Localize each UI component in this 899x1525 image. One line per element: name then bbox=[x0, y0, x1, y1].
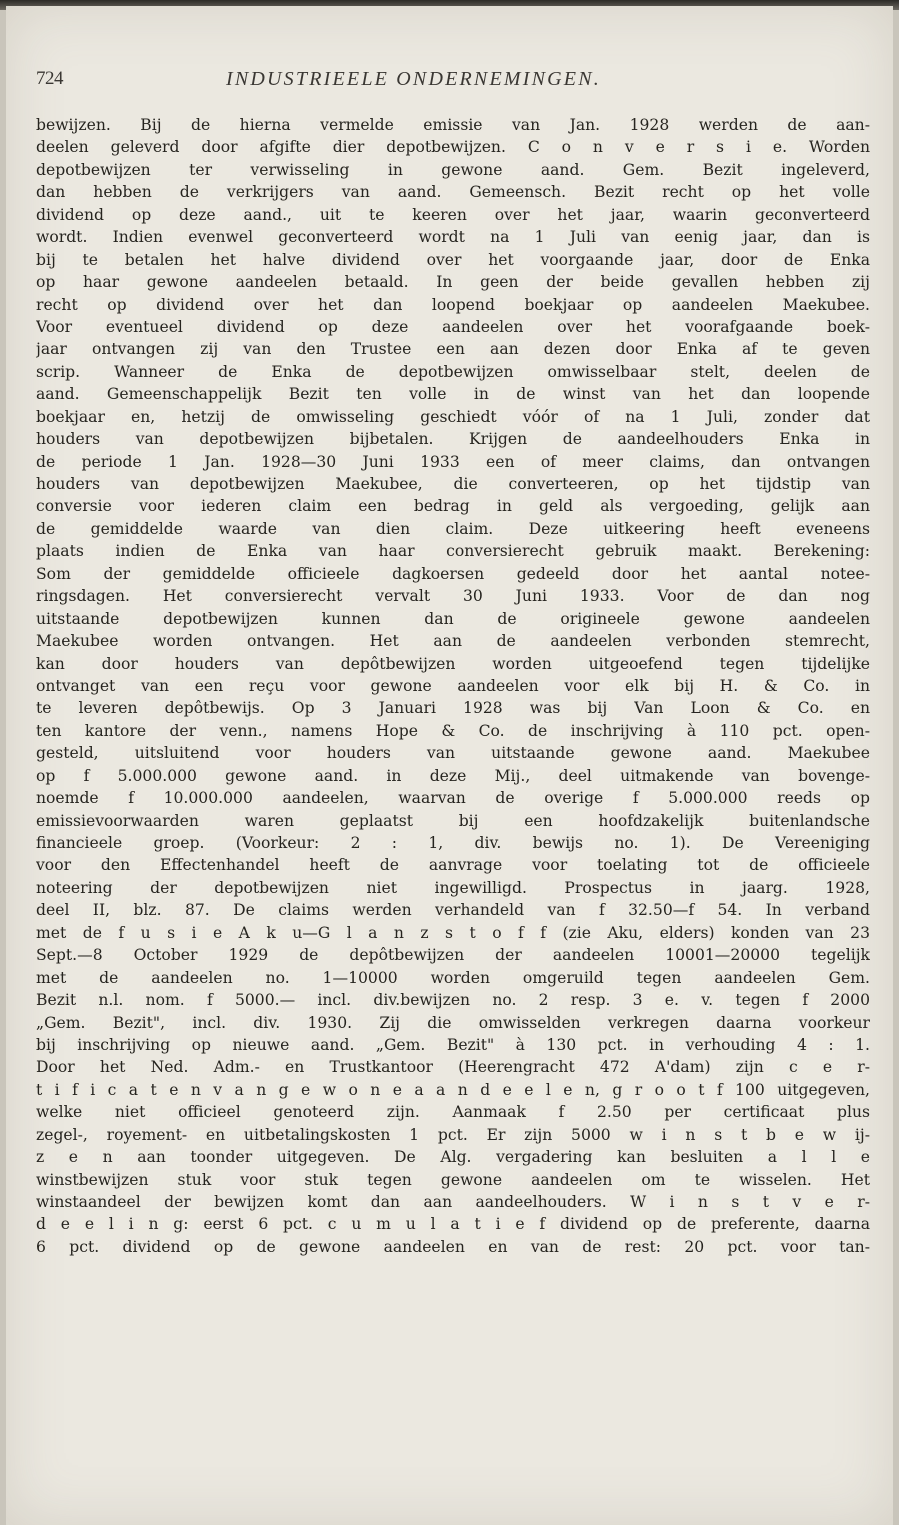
text-line: winstaandeel der bewijzen komt dan aan aandeelhouders. W i n s t v e r- bbox=[36, 1193, 870, 1211]
text-line: Voor eventueel dividend op deze aandeelen over het voorafgaande boek- bbox=[36, 317, 870, 336]
text-line: zegel-, royement- en uitbetalingskosten 1 pct. Er zijn 5000 w i n s t b e w ij- bbox=[36, 1125, 870, 1144]
text-line: gesteld, uitsluitend voor houders van uitstaande gewone aand. Maekubee bbox=[36, 744, 870, 763]
text-line: noemde f 10.000.000 aandeelen, waarvan de overige f 5.000.000 reeds op bbox=[36, 789, 870, 808]
text-line: ontvanget van een reçu voor gewone aandeelen voor elk bij H. & Co. in bbox=[36, 676, 870, 695]
text-line: ringsdagen. Het conversierecht vervalt 30 Juni 1933. Voor de dan nog bbox=[36, 587, 870, 606]
text-line: Bezit n.l. nom. f 5000.— incl. div.bewijzen no. 2 resp. 3 e. v. tegen f 2000 bbox=[36, 991, 870, 1010]
body-text bbox=[36, 114, 870, 1258]
text-line: Maekubee worden ontvangen. Het aan de aandeelen verbonden stemrecht, bbox=[36, 632, 870, 651]
text-line: conversie voor iederen claim een bedrag in geld als vergoeding, gelijk aan bbox=[36, 497, 870, 516]
text-line: ten kantore der venn., namens Hope & Co. de inschrijving à 110 pct. open- bbox=[36, 721, 870, 740]
text-line: op haar gewone aandeelen betaald. In geen der beide gevallen hebben zij bbox=[36, 273, 870, 292]
text-line: met de f u s i e A k u—G l a n z s t o f f (zie Aku, elders) konden van 23 bbox=[36, 923, 870, 942]
text-line: welke niet officieel genoteerd zijn. Aanmaak f 2.50 per certificaat plus bbox=[36, 1103, 870, 1122]
text-line: depotbewijzen ter verwisseling in gewone aand. Gem. Bezit ingeleverd, bbox=[36, 160, 870, 179]
text-line: 6 pct. dividend op de gewone aandeelen en van de rest: 20 pct. voor tan- bbox=[36, 1237, 870, 1256]
text-line: houders van depotbewijzen bijbetalen. Krijgen de aandeelhouders Enka in bbox=[36, 430, 870, 449]
text-line: „Gem. Bezit", incl. div. 1930. Zij die omwisselden verkregen daarna voorkeur bbox=[36, 1013, 870, 1032]
text-line: op f 5.000.000 gewone aand. in deze Mij., deel uitmakende van bovenge- bbox=[36, 766, 870, 785]
text-line: Door het Ned. Adm.- en Trustkantoor (Heerengracht 472 A'dam) zijn c e r- bbox=[36, 1058, 870, 1077]
text-line: d e e l i n g: eerst 6 pct. c u m u l a t i e f dividend op de preferente, daarna bbox=[36, 1215, 870, 1234]
text-line: plaats indien de Enka van haar conversierecht gebruik maakt. Berekening: bbox=[36, 542, 870, 561]
page-number: 724 bbox=[36, 68, 63, 89]
text-line: houders van depotbewijzen Maekubee, die converteeren, op het tijdstip van bbox=[36, 475, 870, 493]
running-title: INDUSTRIEELE ONDERNEMINGEN. bbox=[226, 68, 601, 90]
text-line: financieele groep. (Voorkeur: 2 : 1, div. bewijs no. 1). De Vereeniging bbox=[36, 834, 870, 852]
text-line: aand. Gemeenschappelijk Bezit ten volle in de winst van het dan loopende bbox=[36, 385, 870, 404]
text-line: noteering der depotbewijzen niet ingewilligd. Prospectus in jaarg. 1928, bbox=[36, 878, 870, 897]
text-line: Sept.—8 October 1929 de depôtbewijzen der aandeelen 10001—20000 tegelijk bbox=[36, 946, 870, 965]
text-line: te leveren depôtbewijs. Op 3 Januari 1928 was bij Van Loon & Co. en bbox=[36, 699, 870, 718]
text-line: z e n aan toonder uitgegeven. De Alg. vergadering kan besluiten a l l e bbox=[36, 1148, 870, 1167]
page-header bbox=[36, 62, 866, 96]
text-line: de gemiddelde waarde van dien claim. Deze uitkeering heeft eveneens bbox=[36, 519, 870, 538]
text-line: bij te betalen het halve dividend over het voorgaande jaar, door de Enka bbox=[36, 250, 870, 269]
text-line: deelen geleverd door afgifte dier depotbewijzen. C o n v e r s i e. Worden bbox=[36, 138, 870, 157]
text-line: dividend op deze aand., uit te keeren over het jaar, waarin geconverteerd bbox=[36, 205, 870, 224]
text-line: met de aandeelen no. 1—10000 worden omgeruild tegen aandeelen Gem. bbox=[36, 968, 870, 987]
text-line: recht op dividend over het dan loopend boekjaar op aandeelen Maekubee. bbox=[36, 295, 870, 314]
text-line: voor den Effectenhandel heeft de aanvrage voor toelating tot de officieele bbox=[36, 856, 870, 875]
text-line: uitstaande depotbewijzen kunnen dan de origineele gewone aandeelen bbox=[36, 609, 870, 628]
text-line: deel II, blz. 87. De claims werden verhandeld van f 32.50—f 54. In verband bbox=[36, 901, 870, 920]
text-line: winstbewijzen stuk voor stuk tegen gewone aandeelen om te wisselen. Het bbox=[36, 1170, 870, 1189]
text-line: jaar ontvangen zij van den Trustee een aan dezen door Enka af te geven bbox=[36, 340, 870, 359]
text-line: Som der gemiddelde officieele dagkoersen gedeeld door het aantal notee- bbox=[36, 564, 870, 583]
text-line: de periode 1 Jan. 1928—30 Juni 1933 een of meer claims, dan ontvangen bbox=[36, 452, 870, 471]
text-line: emissievoorwaarden waren geplaatst bij een hoofdzakelijk buitenlandsche bbox=[36, 811, 870, 830]
text-line: dan hebben de verkrijgers van aand. Gemeensch. Bezit recht op het volle bbox=[36, 183, 870, 202]
text-line: bewijzen. Bij de hierna vermelde emissie van Jan. 1928 werden de aan- bbox=[36, 116, 870, 134]
text-line: scrip. Wanneer de Enka de depotbewijzen omwisselbaar stelt, deelen de bbox=[36, 362, 870, 381]
text-line: t i f i c a t e n v a n g e w o n e a a n d e e l e n, g r o o t f 100 uitgegeven, bbox=[36, 1080, 870, 1099]
text-line: boekjaar en, hetzij de omwisseling geschiedt vóór of na 1 Juli, zonder dat bbox=[36, 407, 870, 426]
text-line: wordt. Indien evenwel geconverteerd wordt na 1 Juli van eenig jaar, dan is bbox=[36, 228, 870, 247]
text-line: bij inschrijving op nieuwe aand. „Gem. Bezit" à 130 pct. in verhouding 4 : 1. bbox=[36, 1035, 870, 1054]
text-line: kan door houders van depôtbewijzen worden uitgeoefend tegen tijdelijke bbox=[36, 654, 870, 673]
